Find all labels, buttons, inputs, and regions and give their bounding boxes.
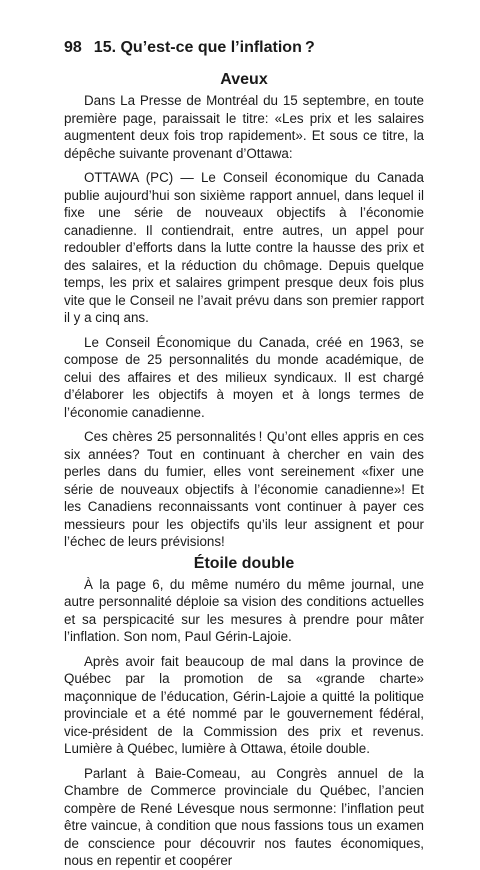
section-heading: Étoile double bbox=[193, 554, 295, 572]
paragraph: Dans La Presse de Montréal du 15 septembre, en toute première page, paraissait le titre: «Les prix et les salaires augmentent deux fois trop rapidement». Et sous ce titre, la dépêche suivante provenant d’Ottawa: bbox=[64, 93, 424, 161]
running-head bbox=[64, 38, 424, 58]
section-aveux bbox=[64, 70, 424, 551]
paragraph: OTTAWA (PC) — Le Conseil économique du Canada publie aujourd’hui son sixième rapport annuel, dans lequel il fixe une série de nouveaux objectifs à l’économie canadienne. Il contiendrait, entre autres, un appel pour redoubler d’efforts dans la lutte contre la hausse des prix et des salaires, et la réduction du chômage. Depuis quelque temps, les prix et salaires grimpent presque deux fois plus vite que le Conseil ne l’avait prévu dans son premier rapport il y a cinq ans. bbox=[64, 170, 424, 325]
section-etoile-double bbox=[64, 554, 424, 870]
paragraph: Ces chères 25 personnalités ! Qu’ont elles appris en ces six années? Tout en continuant à chercher en vain des perles dans du fumier, elles vont sereinement «fixer une série de nouveaux objectifs à l’économie canadienne»! Et les Canadiens reconnaissants vont continuer à payer ces messieurs pour les objectifs qu’ils leur assignent et pour l’échec de leurs prévisions! bbox=[64, 429, 424, 549]
paragraph: Après avoir fait beaucoup de mal dans la province de Québec par la promotion de sa «grande charte» maçonnique de l’éducation, Gérin-Lajoie a quitté la politique provinciale et a été nommé par le gouvernement fédéral, vice-président de la Commission des prix et revenus. Lumière à Québec, lumière à Ottawa, étoile double. bbox=[64, 653, 424, 756]
section-heading: Aveux bbox=[220, 71, 268, 88]
chapter-title: 15. Qu’est-ce que l’inflation ? bbox=[93, 39, 315, 56]
paragraph: Parlant à Baie-Comeau, au Congrès annuel de la Chambre de Commerce provinciale du Québec, l’ancien compère de René Lévesque nous sermonne: l’inflation peut être vaincue, à condition que nous fassions tous un examen de conscience pour découvrir nos fautes économiques, nous en repentir et coopérer bbox=[64, 765, 424, 868]
paragraph: À la page 6, du même numéro du même journal, une autre personnalité déploie sa vision des conditions actuelles et sa perspicacité sur les mesures à prendre pour mâter l’inflation. Son nom, Paul Gérin-Lajoie. bbox=[64, 576, 424, 644]
paragraph: Le Conseil Économique du Canada, créé en 1963, se compose de 25 personnalités du monde académique, de celui des affaires et des milieux syndicaux. Il est chargé d’élaborer les objectifs à moyen et à longs termes de l’économie canadienne. bbox=[64, 334, 424, 420]
page-number: 98 bbox=[64, 39, 82, 56]
